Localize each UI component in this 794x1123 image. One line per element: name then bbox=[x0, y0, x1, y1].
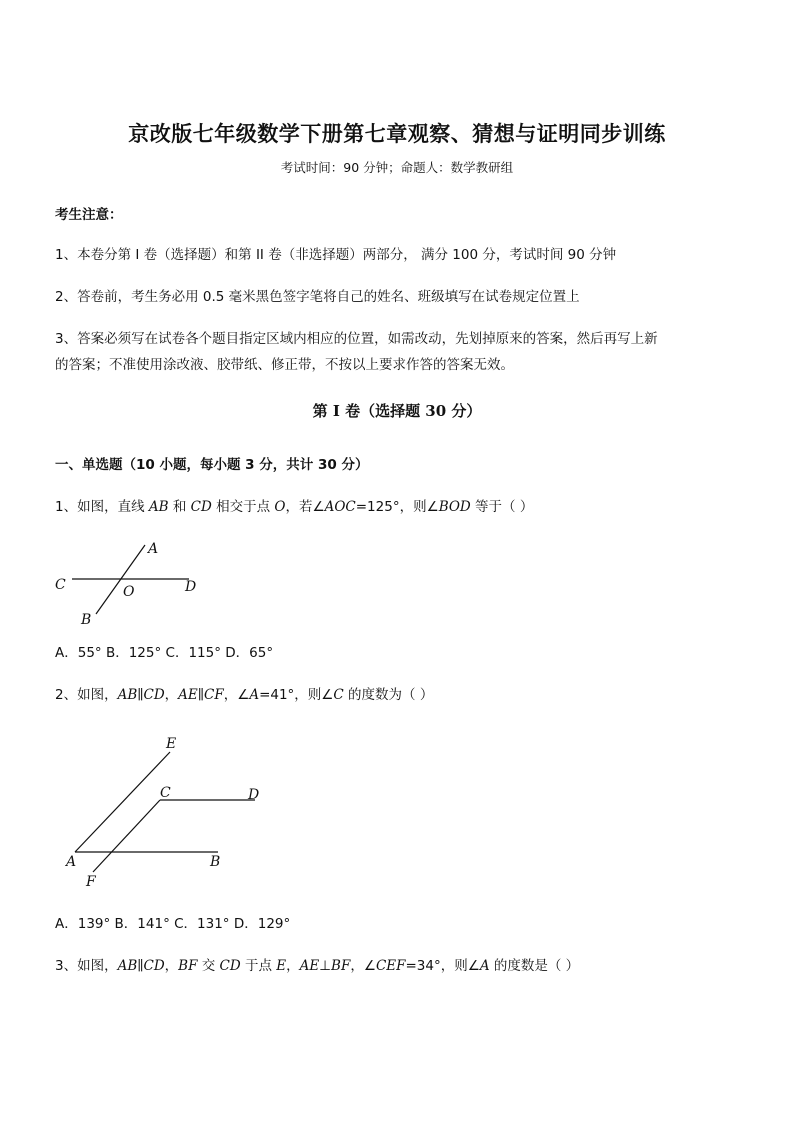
line-ae bbox=[75, 752, 170, 852]
notice-item: 1、本卷分第 I 卷（选择题）和第 II 卷（非选择题）两部分， 满分 100 分，考试时间 90 分钟 bbox=[55, 247, 617, 263]
point-label-c: C bbox=[55, 577, 66, 593]
question-3-stem: 3、如图，AB∥CD，BF 交 CD 于点 E，AE⊥BF，∠CEF=34°，则∠A 的度数是（ ） bbox=[55, 958, 580, 974]
point-label-f: F bbox=[86, 874, 96, 890]
point-label-a: A bbox=[66, 854, 77, 870]
notice-heading: 考生注意： bbox=[55, 207, 123, 223]
point-label-o: O bbox=[123, 584, 135, 600]
notice-item: 2、答卷前，考生务必用 0.5 毫米黑色签字笔将自己的姓名、班级填写在试卷规定位置上 bbox=[55, 289, 580, 305]
question-1-options: A．55° B．125° C．115° D．65° bbox=[55, 645, 274, 661]
page-title: 京改版七年级数学下册第七章观察、猜想与证明同步训练 bbox=[128, 121, 666, 146]
point-label-d: D bbox=[185, 579, 197, 595]
section-title: 第 I 卷（选择题 30 分） bbox=[312, 402, 482, 420]
question-1-stem: 1、如图，直线 AB 和 CD 相交于点 O，若∠AOC=125°，则∠BOD 等于（ ） bbox=[55, 499, 534, 515]
point-label-b: B bbox=[81, 612, 92, 628]
point-label-e: E bbox=[166, 736, 177, 752]
notice-item: 的答案；不准使用涂改液、胶带纸、修正带，不按以上要求作答的答案无效。 bbox=[55, 357, 514, 373]
point-label-d: D bbox=[248, 787, 260, 803]
point-label-b: B bbox=[210, 854, 221, 870]
question-2-options: A．139° B．141° C．131° D．129° bbox=[55, 916, 291, 932]
part-heading: 一、单选题（10 小题，每小题 3 分，共计 30 分） bbox=[55, 457, 369, 473]
question-2-stem: 2、如图，AB∥CD，AE∥CF，∠A=41°，则∠C 的度数为（ ） bbox=[55, 687, 434, 703]
point-label-c: C bbox=[160, 785, 171, 801]
exam-info: 考试时间：90 分钟；命题人：数学教研组 bbox=[280, 160, 514, 175]
point-label-a: A bbox=[148, 541, 159, 557]
line-cf bbox=[93, 800, 160, 872]
notice-item: 3、答案必须写在试卷各个题目指定区域内相应的位置，如需改动，先划掉原来的答案，然后再写上新 bbox=[55, 331, 658, 347]
